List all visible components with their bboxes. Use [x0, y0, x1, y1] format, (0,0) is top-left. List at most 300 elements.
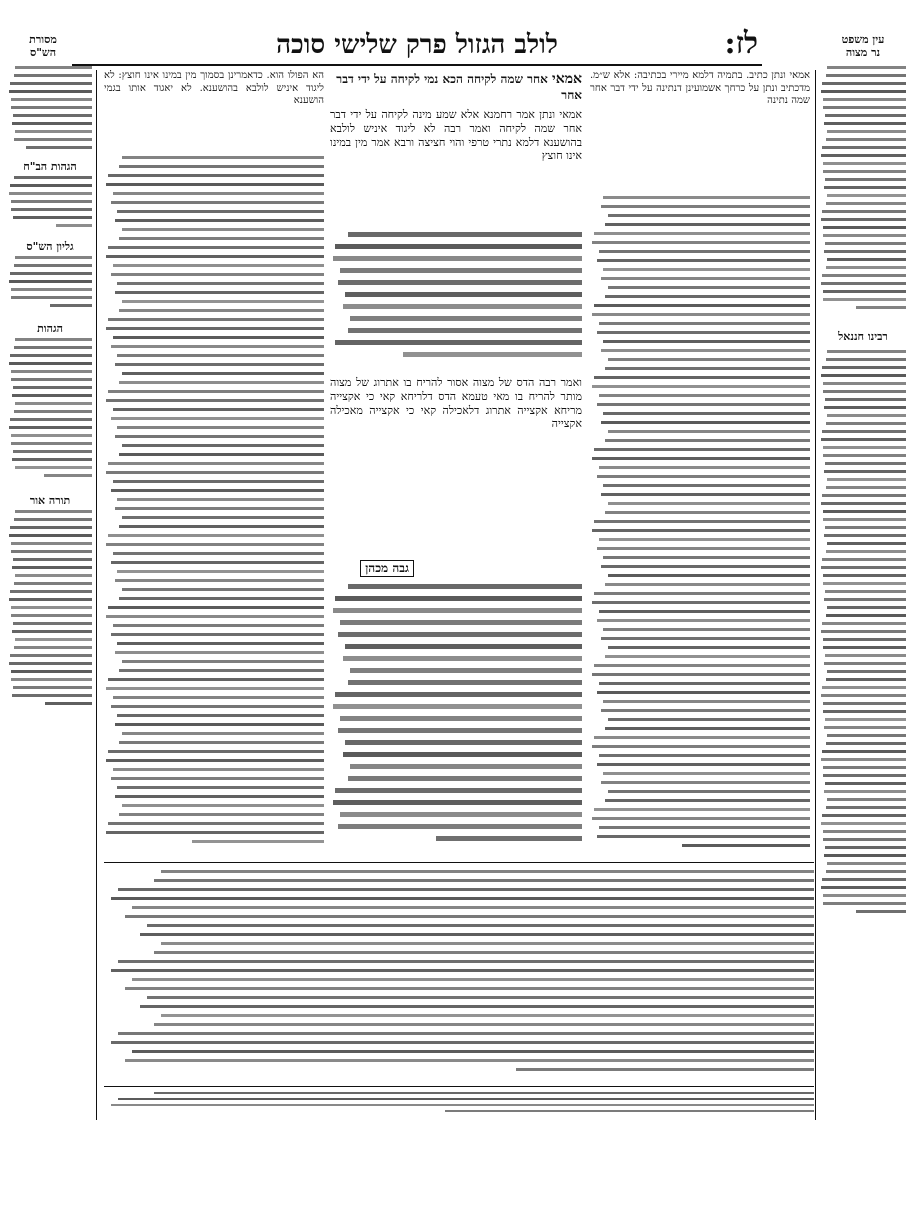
text-line: [333, 800, 582, 805]
text-line: [823, 162, 906, 165]
text-line: [140, 933, 815, 936]
text-line: [122, 300, 324, 303]
text-line: [343, 304, 582, 309]
text-line: [117, 642, 324, 645]
text-line: [601, 349, 810, 352]
text-line: [822, 814, 906, 817]
text-line: [343, 752, 582, 757]
text-line: [12, 122, 92, 125]
text-line: [822, 210, 906, 213]
text-line: [348, 328, 582, 333]
hagahot-habach-text: [8, 176, 92, 236]
text-line: [823, 702, 906, 705]
text-line: [113, 768, 324, 771]
text-line: [113, 336, 324, 339]
text-line: [15, 256, 92, 259]
text-line: [338, 824, 582, 829]
text-line: [821, 630, 906, 633]
gilyon-hashas-text: [8, 256, 92, 316]
text-line: [599, 394, 810, 397]
text-line: [821, 758, 906, 761]
text-line: [15, 402, 92, 405]
text-line: [601, 493, 810, 496]
footer-notes: [104, 1092, 814, 1118]
text-line: [9, 598, 92, 601]
text-line: [599, 682, 810, 685]
text-line: [15, 638, 92, 641]
text-line: [108, 822, 324, 825]
text-line: [56, 224, 92, 227]
text-line: [108, 750, 324, 753]
text-line: [132, 978, 814, 981]
page-header: [72, 26, 762, 66]
text-line: [118, 1032, 814, 1035]
text-line: [592, 385, 810, 388]
text-line: [821, 822, 906, 825]
text-line: [9, 662, 92, 665]
text-line: [333, 608, 582, 613]
bottom-divider: [104, 862, 814, 863]
text-line: [597, 475, 810, 478]
text-line: [111, 1104, 814, 1106]
daf-number: לז:: [724, 26, 758, 61]
text-line: [826, 266, 906, 269]
text-line: [823, 902, 906, 905]
text-line: [599, 826, 810, 829]
text-line: [827, 542, 906, 545]
text-line: [826, 74, 906, 77]
text-line: [14, 138, 92, 141]
text-line: [821, 502, 906, 505]
text-line: [117, 354, 324, 357]
text-line: [13, 216, 92, 219]
text-line: [821, 282, 906, 285]
gemara-text-a: אמאי ונתן אמר רחמנא אלא שמע מינה לקיחה על ידי דבר אחר שמה לקיחה ואמר רבה לא ליגוד איניש לולבא בהושענא דלמא נתרי טרפי והוי חציצה ורבא אמר מין במינו אינו חוצץ: [330, 108, 582, 163]
text-line: [122, 372, 324, 375]
bottom-commentary: [104, 870, 814, 1080]
text-line: [117, 570, 324, 573]
text-line: [608, 790, 810, 793]
text-line: [823, 574, 906, 577]
text-line: [827, 478, 906, 481]
text-line: [825, 590, 906, 593]
text-line: [9, 90, 92, 93]
text-line: [827, 194, 906, 197]
text-line: [111, 345, 324, 348]
text-line: [605, 655, 810, 658]
text-line: [824, 790, 906, 793]
tosafot-column: [104, 156, 324, 856]
text-line: [108, 318, 324, 321]
text-line: [106, 831, 324, 834]
text-line: [821, 438, 906, 441]
text-line: [825, 178, 906, 181]
text-line: [605, 511, 810, 514]
text-line: [333, 256, 582, 261]
text-line: [15, 466, 92, 469]
text-line: [108, 534, 324, 537]
hagahot-habach-title: הגהות הב"ח: [23, 160, 77, 173]
text-line: [345, 644, 582, 649]
text-line: [119, 165, 324, 168]
text-line: [822, 366, 906, 369]
text-line: [108, 246, 324, 249]
text-line: [608, 718, 810, 721]
text-line: [827, 66, 906, 69]
text-line: [603, 340, 810, 343]
text-line: [601, 781, 810, 784]
text-line: [11, 296, 92, 299]
text-line: [603, 772, 810, 775]
text-line: [125, 987, 814, 990]
text-line: [161, 942, 814, 945]
text-line: [12, 394, 92, 397]
text-line: [599, 538, 810, 541]
text-line: [119, 525, 324, 528]
gemara-opening-line: אחר שמה לקיחה הכא נמי לקיחה על ידי דבר אחר: [336, 72, 582, 103]
text-line: [594, 808, 810, 811]
rabbeinu-chananel-text: [820, 350, 906, 920]
text-line: [122, 228, 324, 231]
mishna-heading: גבה מכהן: [360, 560, 414, 577]
text-line: [827, 798, 906, 801]
text-line: [601, 565, 810, 568]
text-line: [12, 458, 92, 461]
text-line: [154, 1092, 814, 1094]
text-line: [15, 130, 92, 133]
text-line: [119, 741, 324, 744]
text-line: [823, 582, 906, 585]
text-line: [154, 951, 814, 954]
text-line: [824, 186, 906, 189]
text-line: [608, 286, 810, 289]
text-line: [111, 705, 324, 708]
text-line: [113, 552, 324, 555]
text-line: [15, 66, 92, 69]
text-line: [11, 670, 92, 673]
text-line: [11, 378, 92, 381]
text-line: [824, 122, 906, 125]
text-line: [823, 830, 906, 833]
text-line: [597, 403, 810, 406]
text-line: [826, 742, 906, 745]
text-line: [403, 352, 582, 357]
text-line: [119, 309, 324, 312]
text-line: [826, 614, 906, 617]
text-line: [14, 582, 92, 585]
text-line: [605, 583, 810, 586]
text-line: [340, 716, 582, 721]
text-line: [122, 732, 324, 735]
footer-divider: [104, 1086, 814, 1087]
text-line: [824, 662, 906, 665]
text-line: [343, 656, 582, 661]
text-line: [592, 817, 810, 820]
text-line: [823, 234, 906, 237]
text-line: [12, 630, 92, 633]
text-line: [594, 448, 810, 451]
text-line: [115, 651, 324, 654]
masoret-hashas-column: [8, 66, 92, 156]
text-line: [10, 590, 92, 593]
text-line: [11, 606, 92, 609]
text-line: [597, 331, 810, 334]
text-line: [825, 846, 906, 849]
text-line: [516, 1068, 814, 1071]
text-line: [11, 98, 92, 101]
text-line: [601, 205, 810, 208]
text-line: [154, 1023, 814, 1026]
text-line: [14, 346, 92, 349]
text-line: [826, 202, 906, 205]
text-line: [605, 223, 810, 226]
text-line: [822, 750, 906, 753]
text-line: [350, 668, 582, 673]
text-line: [827, 414, 906, 417]
text-line: [348, 232, 582, 237]
text-line: [826, 678, 906, 681]
text-line: [113, 624, 324, 627]
text-line: [338, 728, 582, 733]
text-line: [821, 218, 906, 221]
text-line: [682, 844, 810, 847]
text-line: [594, 592, 810, 595]
text-line: [445, 1110, 814, 1112]
text-line: [608, 646, 810, 649]
text-line: [115, 435, 324, 438]
text-line: [823, 446, 906, 449]
text-line: [823, 98, 906, 101]
text-line: [825, 526, 906, 529]
text-line: [115, 291, 324, 294]
text-line: [26, 146, 92, 149]
gemara-continued: [330, 232, 582, 372]
text-line: [822, 686, 906, 689]
text-line: [826, 806, 906, 809]
text-line: [825, 114, 906, 117]
tosafot-text-start: הא הפולו הוא. כדאמרינן בסמוך מין במינו אינו חוצץ: לא ליגוד איניש לולבא בהושענא. לא יאגוד אותו בגמי הושענא: [104, 70, 324, 106]
text-line: [821, 886, 906, 889]
text-line: [11, 106, 92, 109]
text-line: [14, 176, 92, 179]
text-line: [824, 406, 906, 409]
text-line: [822, 878, 906, 881]
rabbeinu-chananel-title: רבינו חננאל: [838, 330, 888, 343]
text-line: [147, 996, 814, 999]
text-line: [115, 723, 324, 726]
text-line: [827, 258, 906, 261]
text-line: [821, 566, 906, 569]
text-line: [118, 888, 814, 891]
text-line: [823, 710, 906, 713]
text-line: [335, 340, 582, 345]
text-line: [597, 691, 810, 694]
text-line: [823, 638, 906, 641]
text-line: [108, 678, 324, 681]
text-line: [106, 543, 324, 546]
text-line: [345, 740, 582, 745]
gemara-lower: [330, 584, 582, 848]
text-line: [122, 588, 324, 591]
text-line: [592, 673, 810, 676]
text-line: [11, 288, 92, 291]
text-line: [13, 450, 92, 453]
text-line: [106, 399, 324, 402]
text-line: [823, 774, 906, 777]
text-line: [50, 304, 92, 307]
text-line: [119, 237, 324, 240]
text-line: [140, 1005, 815, 1008]
text-line: [599, 754, 810, 757]
text-line: [115, 219, 324, 222]
text-line: [108, 606, 324, 609]
text-line: [823, 382, 906, 385]
text-line: [825, 782, 906, 785]
torah-or-text: [8, 510, 92, 710]
text-line: [592, 601, 810, 604]
text-line: [608, 358, 810, 361]
text-line: [106, 687, 324, 690]
text-line: [605, 439, 810, 442]
text-line: [824, 726, 906, 729]
text-line: [594, 232, 810, 235]
text-line: [821, 90, 906, 93]
text-line: [161, 1014, 814, 1017]
text-line: [824, 470, 906, 473]
text-line: [597, 835, 810, 838]
text-line: [594, 304, 810, 307]
text-line: [15, 338, 92, 341]
left-margin-divider: [96, 70, 97, 1120]
text-line: [340, 812, 582, 817]
text-line: [44, 474, 92, 477]
ein-mishpat-title: עין משפט נר מצוה: [841, 33, 885, 59]
text-line: [9, 362, 92, 365]
text-line: [827, 734, 906, 737]
text-line: [117, 426, 324, 429]
text-line: [14, 74, 92, 77]
page-title: לולב הגזול פרק שלישי סוכה: [276, 30, 558, 60]
text-line: [119, 381, 324, 384]
gemara-text-b: ואמר רבה הדס של מצוה אסור להריח בו אתרוג של מצוה מותר להריח בו מאי טעמא הדס דלריחא קאי כי אקצייה מריחא אקצייה אתרוג דלאכילה קאי כי אקצייה מאכילה אקצייה: [330, 376, 582, 431]
gemara-opening-word: אמאי: [552, 71, 582, 87]
text-line: [594, 520, 810, 523]
text-line: [603, 628, 810, 631]
text-line: [154, 879, 814, 882]
text-line: [335, 692, 582, 697]
text-line: [826, 870, 906, 873]
right-margin-divider: [815, 70, 816, 1120]
text-line: [592, 457, 810, 460]
text-line: [14, 410, 92, 413]
text-line: [14, 646, 92, 649]
text-line: [601, 709, 810, 712]
text-line: [594, 376, 810, 379]
text-line: [147, 924, 814, 927]
rashi-column: [590, 196, 810, 856]
text-line: [10, 82, 92, 85]
text-line: [823, 106, 906, 109]
masoret-title: מסורת הש"ס: [29, 33, 57, 59]
text-line: [348, 584, 582, 589]
text-line: [118, 1098, 814, 1100]
text-line: [826, 486, 906, 489]
text-line: [827, 862, 906, 865]
text-line: [125, 915, 814, 918]
text-line: [106, 327, 324, 330]
text-line: [111, 489, 324, 492]
torah-or-title: תורה אור: [29, 494, 71, 507]
text-line: [603, 268, 810, 271]
text-line: [601, 421, 810, 424]
text-line: [824, 854, 906, 857]
text-line: [9, 426, 92, 429]
text-line: [592, 745, 810, 748]
text-line: [824, 598, 906, 601]
text-line: [601, 637, 810, 640]
text-line: [608, 502, 810, 505]
text-line: [11, 434, 92, 437]
text-line: [10, 184, 92, 187]
text-line: [821, 154, 906, 157]
text-line: [333, 704, 582, 709]
text-line: [826, 422, 906, 425]
text-line: [10, 272, 92, 275]
hagahot-text: [8, 338, 92, 488]
text-line: [119, 453, 324, 456]
text-line: [111, 561, 324, 564]
text-line: [10, 526, 92, 529]
text-line: [117, 786, 324, 789]
ein-mishpat-column: [820, 66, 906, 316]
text-line: [115, 507, 324, 510]
text-line: [822, 274, 906, 277]
text-line: [13, 686, 92, 689]
text-line: [824, 250, 906, 253]
text-line: [14, 264, 92, 267]
text-line: [15, 510, 92, 513]
text-line: [601, 277, 810, 280]
text-line: [827, 350, 906, 353]
text-line: [338, 280, 582, 285]
text-line: [826, 550, 906, 553]
text-line: [822, 146, 906, 149]
text-line: [132, 906, 814, 909]
text-line: [603, 484, 810, 487]
text-line: [597, 763, 810, 766]
text-line: [605, 799, 810, 802]
text-line: [592, 313, 810, 316]
text-line: [115, 795, 324, 798]
text-line: [15, 574, 92, 577]
text-line: [10, 654, 92, 657]
text-line: [823, 894, 906, 897]
text-line: [117, 282, 324, 285]
text-line: [348, 776, 582, 781]
text-line: [11, 442, 92, 445]
text-line: [12, 694, 92, 697]
text-line: [117, 714, 324, 717]
text-line: [122, 156, 324, 159]
text-line: [823, 646, 906, 649]
text-line: [11, 370, 92, 373]
text-line: [603, 196, 810, 199]
text-line: [117, 498, 324, 501]
text-line: [106, 183, 324, 186]
text-line: [599, 250, 810, 253]
text-line: [827, 670, 906, 673]
text-line: [13, 386, 92, 389]
